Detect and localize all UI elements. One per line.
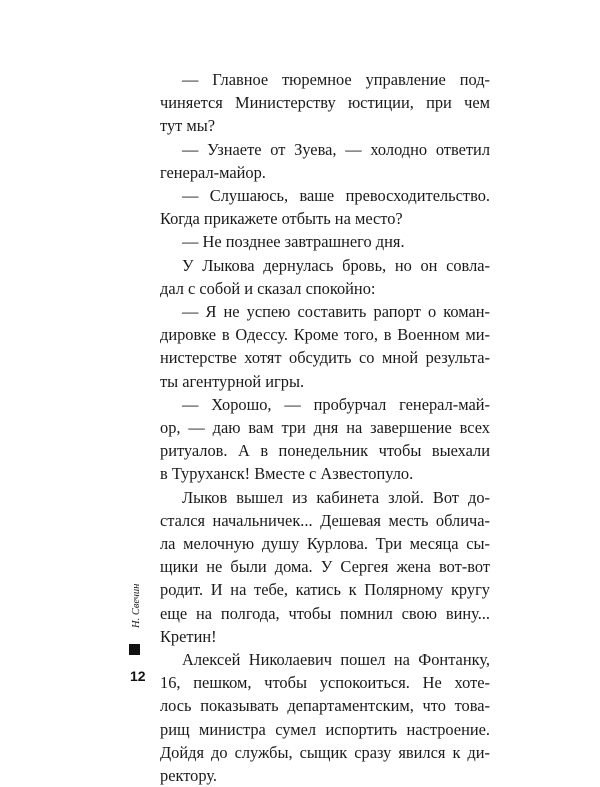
text-line: Лыков вышел из кабинета злой. Вот до- bbox=[182, 487, 490, 507]
author-label: Н. Свечин bbox=[131, 583, 142, 628]
text-line: — Главное тюремное управление под- bbox=[182, 70, 490, 89]
text-line: дал с собой и сказал спокойно: bbox=[160, 278, 376, 298]
text-line: щики не были дома. У Сергея жена вот-вот bbox=[160, 557, 490, 577]
text-line: ла мелочную душу Курлова. Три месяца сы- bbox=[160, 534, 490, 554]
text-line: — Хорошо, — пробурчал генерал-май- bbox=[182, 394, 490, 414]
text-line: Алексей Николаевич пошел на Фонтанку, bbox=[182, 650, 490, 670]
text-line: Кретин! bbox=[160, 626, 217, 646]
text-line: 16, пешком, чтобы успокоиться. Не хотe- bbox=[160, 673, 490, 693]
text-line: рищ министра сумел испортить настроение. bbox=[160, 719, 490, 739]
text-line: генерал-майор. bbox=[160, 162, 266, 182]
text-line: ректору. bbox=[160, 766, 217, 786]
text-line: — Узнаете от Зуева, — холодно ответил bbox=[182, 139, 490, 159]
text-line: стался начальничек... Дешевая месть облича- bbox=[160, 510, 490, 530]
page-number: 12 bbox=[130, 668, 146, 684]
text-line: тут мы? bbox=[160, 116, 216, 136]
text-line: нистерстве хотят обсудить со мной результа- bbox=[160, 348, 490, 368]
text-line: — Не позднее завтрашнего дня. bbox=[182, 232, 405, 252]
text-line: в Туруханск! Вместе с Азвестопуло. bbox=[160, 464, 414, 484]
text-line: еще на полгода, чтобы помнил свою вину... bbox=[160, 603, 490, 623]
body-text bbox=[160, 68, 490, 787]
text-line: ритуалов. А в понедельник чтобы выехали bbox=[160, 441, 490, 461]
text-line: чиняется Министерству юстиции, при чем bbox=[160, 93, 490, 113]
text-line: — Слушаюсь, ваше превосходительство. bbox=[182, 186, 490, 206]
text-line: — Я не успею составить рапорт о коман- bbox=[182, 302, 490, 322]
text-line: дировке в Одессу. Кроме того, в Военном ми- bbox=[160, 325, 490, 345]
square-marker-icon bbox=[129, 644, 140, 655]
text-line: Дойдя до службы, сыщик сразу явился к ди- bbox=[160, 742, 490, 762]
text-line: лось показывать департаментским, что това- bbox=[160, 696, 490, 716]
text-line: У Лыкова дернулась бровь, но он совла- bbox=[182, 255, 490, 275]
text-line: ты агентурной игры. bbox=[160, 371, 305, 391]
text-line: ор, — даю вам три дня на завершение всех bbox=[160, 418, 490, 438]
text-line: Когда прикажете отбыть на место? bbox=[160, 209, 403, 229]
text-line: родит. И на тебе, катись к Полярному кругу bbox=[160, 580, 490, 600]
